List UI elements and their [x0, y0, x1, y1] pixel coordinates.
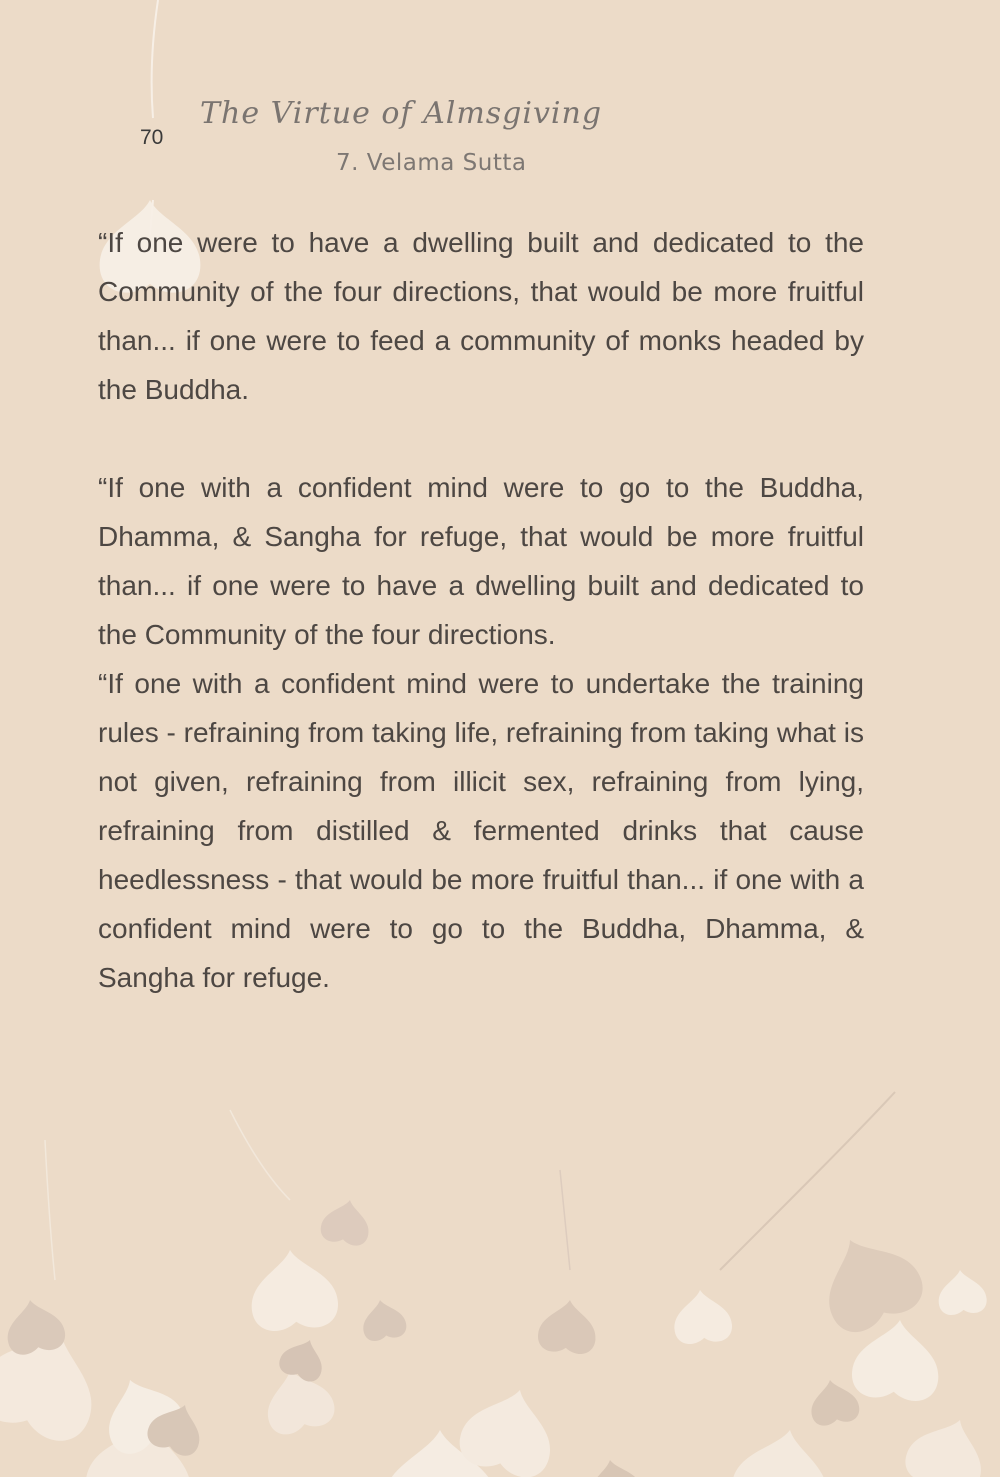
paragraph: “If one with a confident mind were to go to the Buddha, Dhamma, & Sangha for refuge, that would be more fruitful than... if one were to have a dwelling built and dedicated to the Community of the four directions.: [98, 472, 864, 650]
paragraph: “If one were to have a dwelling built and dedicated to the Community of the four directions, that would be more fruitful than... if one were to feed a community of monks headed by the Buddha.: [98, 227, 864, 405]
paragraph: “If one with a confident mind were to undertake the training rules - refraining from taking life, refraining from taking what is not given, refraining from illicit sex, refraining from lying, refraining from distilled & fermented drinks that cause heedlessness - that would be more fruitful than... if one with a confident mind were to go to the Buddha, Dhamma, & Sangha for refuge.: [98, 668, 864, 993]
book-title: The Virtue of Almsgiving: [200, 96, 603, 131]
chapter-title: 7. Velama Sutta: [336, 150, 527, 176]
page-number: 70: [140, 126, 164, 149]
header-leaf-stem: [152, 0, 158, 118]
body-text: [98, 218, 864, 1002]
